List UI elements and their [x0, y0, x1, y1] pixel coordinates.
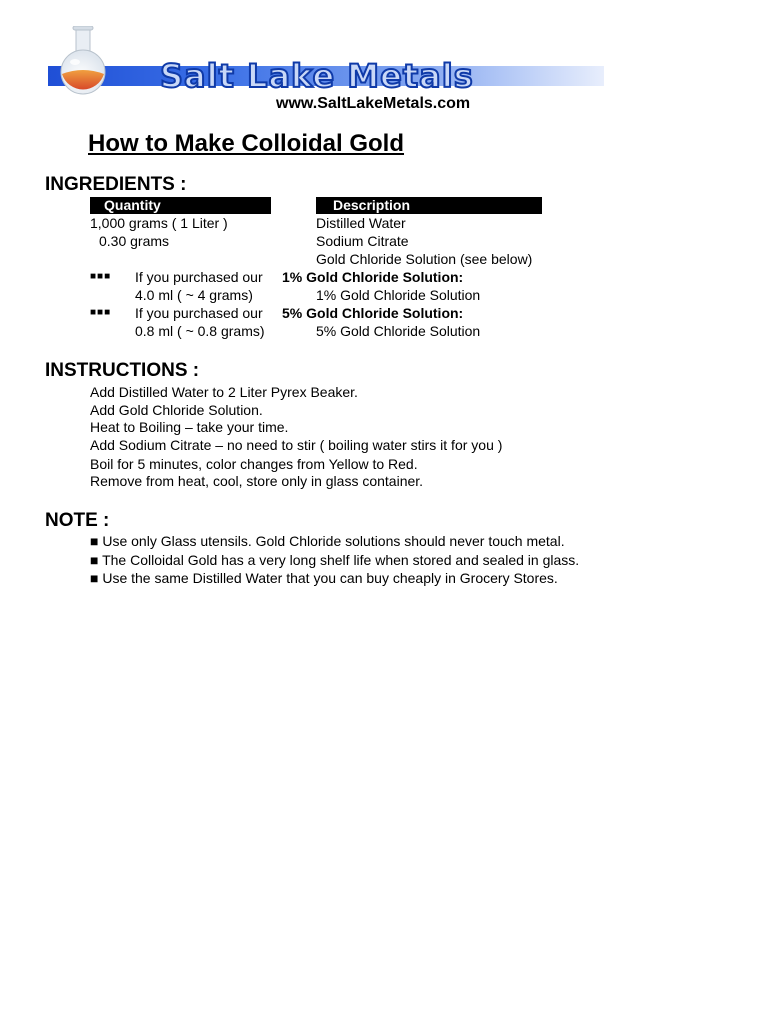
description-column-header — [316, 197, 542, 214]
instruction-step: Add Sodium Citrate – no need to stir ( boiling water stirs it for you ) — [90, 437, 503, 453]
brand-name: Salt Lake Metals — [160, 57, 474, 95]
option-product: 5% Gold Chloride Solution: — [282, 305, 464, 321]
ingredient-quantity: 1,000 grams ( 1 Liter ) — [90, 215, 228, 231]
website-url[interactable]: www.SaltLakeMetals.com — [276, 95, 471, 112]
quantity-column-header — [90, 197, 271, 214]
option-prefix: If you purchased our — [135, 305, 263, 321]
ingredients-heading: INGREDIENTS : — [45, 174, 187, 195]
flask-logo-icon — [52, 26, 116, 96]
note-item: ■ Use only Glass utensils. Gold Chloride solutions should never touch metal. — [90, 533, 565, 549]
option-amount: 0.8 ml ( ~ 0.8 grams) — [135, 323, 265, 339]
option-description: 1% Gold Chloride Solution — [316, 287, 481, 303]
instruction-step: Remove from heat, cool, store only in glass container. — [90, 473, 424, 489]
option-bullet: ■■■ — [90, 271, 112, 282]
option-description: 5% Gold Chloride Solution — [316, 323, 481, 339]
option-bullet: ■■■ — [90, 307, 112, 318]
option-prefix: If you purchased our — [135, 269, 263, 285]
ingredient-quantity: 0.30 grams — [99, 233, 170, 249]
note-item: ■ The Colloidal Gold has a very long shelf life when stored and sealed in glass. — [90, 552, 580, 568]
note-heading: NOTE : — [45, 510, 110, 531]
option-amount: 4.0 ml ( ~ 4 grams) — [135, 287, 253, 303]
instructions-heading: INSTRUCTIONS : — [45, 360, 200, 381]
instruction-step: Add Distilled Water to 2 Liter Pyrex Beaker. — [90, 384, 358, 400]
ingredient-description: Gold Chloride Solution (see below) — [316, 251, 533, 267]
ingredient-description: Distilled Water — [316, 215, 406, 231]
instruction-step: Boil for 5 minutes, color changes from Yellow to Red. — [90, 456, 418, 472]
page-title: How to Make Colloidal Gold — [88, 130, 405, 157]
description-column-label: Description — [333, 197, 411, 213]
quantity-column-label: Quantity — [104, 197, 161, 213]
note-item: ■ Use the same Distilled Water that you can buy cheaply in Grocery Stores. — [90, 570, 558, 586]
instruction-step: Add Gold Chloride Solution. — [90, 402, 263, 418]
instruction-step: Heat to Boiling – take your time. — [90, 419, 289, 435]
ingredient-description: Sodium Citrate — [316, 233, 409, 249]
option-product: 1% Gold Chloride Solution: — [282, 269, 464, 285]
